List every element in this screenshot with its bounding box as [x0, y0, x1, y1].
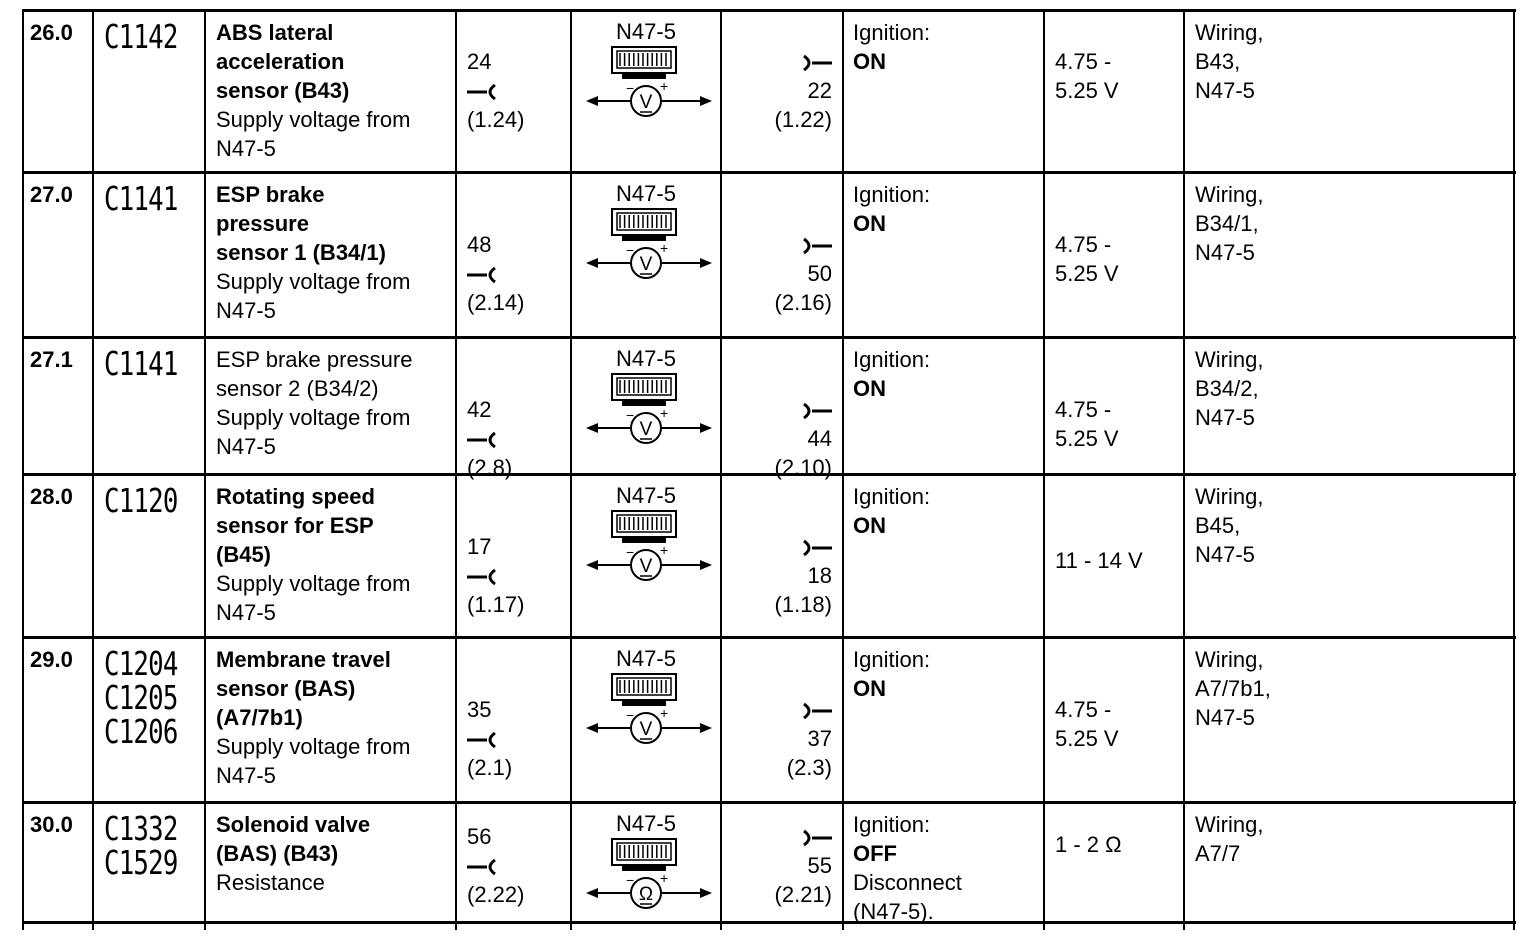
pin-right-line	[750, 532, 832, 590]
component-detail: N47-5	[216, 434, 276, 459]
pin-right-line	[750, 230, 832, 288]
fault-code: C1332	[104, 809, 178, 848]
probe-pin-icon	[467, 857, 499, 877]
svg-text:+: +	[660, 78, 669, 94]
spec-line: 1 - 2 Ω	[1055, 832, 1122, 857]
remedy-line: A7/7	[1195, 841, 1241, 866]
pin-right-number: 37	[807, 726, 832, 751]
remedy	[1195, 645, 1495, 732]
fault-code: C1529	[104, 843, 178, 882]
pin-right	[750, 47, 832, 134]
component-title: Membrane travel	[216, 647, 391, 672]
pin-left	[467, 822, 524, 909]
pin-left-alt: (2.22)	[467, 882, 525, 907]
svg-text:+: +	[660, 870, 669, 886]
fault-code: C1120	[104, 481, 178, 520]
table-row	[0, 172, 1536, 337]
meter-symbol: V	[639, 556, 653, 577]
component-title: Solenoid valve	[216, 812, 371, 837]
pin-right	[750, 822, 832, 909]
component-description	[216, 345, 450, 461]
remedy-line: B34/1,	[1195, 211, 1259, 236]
condition-label: Ignition:	[853, 812, 931, 837]
svg-text:−: −	[626, 242, 635, 258]
fault-codes	[104, 644, 178, 751]
remedy-line: N47-5	[1195, 405, 1255, 430]
component-detail: Supply voltage from	[216, 269, 411, 294]
pin-right-alt: (1.22)	[774, 107, 832, 132]
fault-codes	[104, 344, 178, 383]
svg-text:−: −	[626, 80, 635, 96]
pin-right-alt: (2.10)	[774, 455, 832, 480]
probe-pin-icon	[467, 730, 499, 750]
condition-label: Ignition:	[853, 20, 931, 45]
svg-text:−: −	[626, 872, 635, 888]
remedy-line: B45,	[1195, 513, 1241, 538]
pin-left-line	[467, 532, 524, 590]
step-number: 26.0	[30, 20, 73, 45]
component-title: sensor (B43)	[216, 78, 350, 103]
pin-right-alt: (2.16)	[774, 290, 832, 315]
condition-label: Ignition:	[853, 647, 931, 672]
meter-symbol: V	[639, 254, 653, 275]
table-row	[0, 337, 1536, 480]
meter-diagram	[584, 810, 714, 922]
component-title: ABS lateral	[216, 20, 334, 45]
spec-value	[1055, 395, 1119, 453]
pin-left-line	[467, 695, 512, 753]
spec-line: 5.25 V	[1055, 78, 1119, 103]
spec-line: 5.25 V	[1055, 426, 1119, 451]
component-title: (B45)	[216, 542, 272, 567]
test-condition	[853, 645, 1038, 703]
test-condition	[853, 18, 1038, 76]
condition-label: Ignition:	[853, 182, 931, 207]
meter-symbol: Ω	[638, 884, 654, 905]
remedy-line: Wiring,	[1195, 182, 1264, 207]
meter-symbol: V	[639, 419, 653, 440]
meter-connector-label: N47-5	[616, 483, 676, 508]
pin-left	[467, 532, 524, 619]
step-number: 30.0	[30, 812, 73, 837]
meter-symbol: V	[639, 92, 653, 113]
fault-codes	[104, 17, 178, 56]
pin-right-alt: (2.21)	[774, 882, 832, 907]
step-number: 27.1	[30, 347, 73, 372]
probe-pin-icon	[800, 538, 832, 558]
component-title: pressure	[216, 211, 309, 236]
condition-value: ON	[853, 376, 886, 401]
fault-codes	[104, 179, 178, 218]
remedy-line: B43,	[1195, 49, 1241, 74]
fault-code: C1206	[104, 712, 178, 751]
pin-right-number: 50	[807, 261, 832, 286]
step-number: 27.0	[30, 182, 73, 207]
table-row	[0, 802, 1536, 922]
spec-line: 5.25 V	[1055, 726, 1119, 751]
pin-left-number: 48	[467, 232, 492, 257]
pin-right-line	[750, 822, 832, 880]
component-description	[216, 810, 450, 897]
pin-right	[750, 395, 832, 482]
meter-connector-label: N47-5	[616, 346, 676, 371]
pin-left	[467, 395, 512, 482]
meter-connector-label: N47-5	[616, 181, 676, 206]
remedy	[1195, 810, 1495, 868]
remedy-line: Wiring,	[1195, 347, 1264, 372]
remedy-line: N47-5	[1195, 705, 1255, 730]
spec-value	[1055, 830, 1122, 859]
pin-left	[467, 47, 524, 134]
component-detail: N47-5	[216, 600, 276, 625]
probe-pin-icon	[800, 828, 832, 848]
condition-label: Ignition:	[853, 347, 931, 372]
remedy-line: Wiring,	[1195, 812, 1264, 837]
fault-code: C1141	[104, 344, 178, 383]
probe-pin-icon	[467, 265, 499, 285]
pin-right-line	[750, 695, 832, 753]
component-detail: Supply voltage from	[216, 107, 411, 132]
fault-codes	[104, 481, 178, 520]
condition-value: ON	[853, 676, 886, 701]
pin-left-number: 42	[467, 397, 492, 422]
component-title: Rotating speed	[216, 484, 375, 509]
component-detail: N47-5	[216, 298, 276, 323]
meter-connector-label: N47-5	[616, 646, 676, 671]
remedy-line: A7/7b1,	[1195, 676, 1271, 701]
component-title: sensor for ESP	[216, 513, 374, 538]
pin-right-number: 18	[807, 563, 832, 588]
spec-value	[1055, 47, 1119, 105]
pin-right-number: 44	[807, 426, 832, 451]
meter-diagram	[584, 18, 714, 130]
spec-value	[1055, 230, 1119, 288]
component-detail: Supply voltage from	[216, 405, 411, 430]
spec-line: 4.75 -	[1055, 232, 1112, 257]
meter-connector-label: N47-5	[616, 19, 676, 44]
component-title: sensor 1 (B34/1)	[216, 240, 386, 265]
remedy-line: N47-5	[1195, 78, 1255, 103]
condition-line	[853, 482, 1038, 540]
pin-left-alt: (2.1)	[467, 755, 513, 780]
component-title: acceleration	[216, 49, 345, 74]
condition-value: OFF	[853, 841, 897, 866]
pin-left-line	[467, 47, 524, 105]
probe-pin-icon	[800, 401, 832, 421]
remedy-line: B34/2,	[1195, 376, 1259, 401]
spec-value	[1055, 695, 1119, 753]
pin-right-alt: (1.18)	[774, 592, 832, 617]
fault-codes	[104, 809, 178, 882]
spec-line: 5.25 V	[1055, 261, 1119, 286]
multimeter-icon	[584, 509, 714, 587]
pin-left-line	[467, 395, 512, 453]
pin-right	[750, 230, 832, 317]
multimeter-icon	[584, 45, 714, 123]
condition-line	[853, 645, 1038, 703]
remedy-line: N47-5	[1195, 542, 1255, 567]
pin-left-number: 24	[467, 49, 492, 74]
pin-left-alt: (2.8)	[467, 455, 513, 480]
pin-right-alt: (2.3)	[786, 755, 832, 780]
fault-code: C1142	[104, 17, 178, 56]
component-detail: sensor 2 (B34/2)	[216, 376, 379, 401]
spec-line: 4.75 -	[1055, 397, 1112, 422]
remedy-line: Wiring,	[1195, 647, 1264, 672]
component-title: ESP brake	[216, 182, 325, 207]
svg-text:+: +	[660, 705, 669, 721]
svg-text:−: −	[626, 544, 635, 560]
probe-pin-icon	[800, 53, 832, 73]
spec-line: 4.75 -	[1055, 49, 1112, 74]
probe-pin-icon	[467, 82, 499, 102]
spec-value	[1055, 546, 1143, 575]
remedy-line: N47-5	[1195, 240, 1255, 265]
multimeter-icon	[584, 207, 714, 285]
meter-diagram	[584, 482, 714, 594]
remedy	[1195, 180, 1495, 267]
remedy-line: Wiring,	[1195, 20, 1264, 45]
table-row	[0, 637, 1536, 802]
component-title: (BAS) (B43)	[216, 841, 339, 866]
condition-line	[853, 180, 1038, 238]
svg-text:−: −	[626, 707, 635, 723]
meter-diagram	[584, 645, 714, 757]
component-detail: N47-5	[216, 136, 276, 161]
remedy	[1195, 482, 1495, 569]
condition-value: ON	[853, 49, 886, 74]
condition-value: ON	[853, 513, 886, 538]
pin-right-line	[750, 395, 832, 453]
pin-left-line	[467, 230, 524, 288]
svg-text:+: +	[660, 240, 669, 256]
pin-left-number: 35	[467, 697, 492, 722]
component-description	[216, 482, 450, 627]
component-detail: Supply voltage from	[216, 734, 411, 759]
component-description	[216, 180, 450, 325]
pin-right-number: 55	[807, 853, 832, 878]
svg-text:−: −	[626, 407, 635, 423]
component-title: (A7/7b1)	[216, 705, 303, 730]
meter-diagram	[584, 180, 714, 292]
table-row	[0, 10, 1536, 172]
test-condition	[853, 345, 1038, 403]
probe-pin-icon	[800, 236, 832, 256]
table-row	[0, 474, 1536, 637]
component-detail: Resistance	[216, 870, 325, 895]
multimeter-icon	[584, 372, 714, 450]
pin-left	[467, 695, 512, 782]
step-number: 29.0	[30, 647, 73, 672]
pin-left-alt: (1.24)	[467, 107, 525, 132]
condition-line	[853, 345, 1038, 403]
multimeter-icon	[584, 837, 714, 915]
pin-right	[750, 695, 832, 782]
component-detail: ESP brake pressure	[216, 347, 413, 372]
meter-connector-label: N47-5	[616, 811, 676, 836]
remedy-line: Wiring,	[1195, 484, 1264, 509]
svg-text:+: +	[660, 542, 669, 558]
test-condition	[853, 180, 1038, 238]
pin-left-alt: (1.17)	[467, 592, 525, 617]
step-number: 28.0	[30, 484, 73, 509]
fault-code: C1204	[104, 644, 178, 683]
pin-left-number: 17	[467, 534, 492, 559]
condition-extra: (N47-5).	[853, 899, 934, 924]
component-detail: Supply voltage from	[216, 571, 411, 596]
meter-symbol: V	[639, 719, 653, 740]
condition-extra: Disconnect	[853, 870, 962, 895]
condition-line	[853, 18, 1038, 76]
condition-value: ON	[853, 211, 886, 236]
probe-pin-icon	[800, 701, 832, 721]
fault-code: C1205	[104, 678, 178, 717]
svg-text:+: +	[660, 405, 669, 421]
pin-right	[750, 532, 832, 619]
component-title: sensor (BAS)	[216, 676, 356, 701]
pin-left-alt: (2.14)	[467, 290, 525, 315]
test-condition	[853, 810, 1038, 926]
remedy	[1195, 18, 1495, 105]
remedy	[1195, 345, 1495, 432]
test-condition	[853, 482, 1038, 540]
component-description	[216, 18, 450, 163]
pin-right-line	[750, 47, 832, 105]
multimeter-icon	[584, 672, 714, 750]
pin-left	[467, 230, 524, 317]
pin-left-number: 56	[467, 824, 492, 849]
component-description	[216, 645, 450, 790]
probe-pin-icon	[467, 567, 499, 587]
probe-pin-icon	[467, 430, 499, 450]
spec-line: 11 - 14 V	[1055, 548, 1143, 573]
meter-diagram	[584, 345, 714, 457]
spec-line: 4.75 -	[1055, 697, 1112, 722]
fault-code: C1141	[104, 179, 178, 218]
pin-right-number: 22	[807, 78, 832, 103]
condition-label: Ignition:	[853, 484, 931, 509]
component-detail: N47-5	[216, 763, 276, 788]
condition-line	[853, 810, 1038, 868]
pin-left-line	[467, 822, 524, 880]
